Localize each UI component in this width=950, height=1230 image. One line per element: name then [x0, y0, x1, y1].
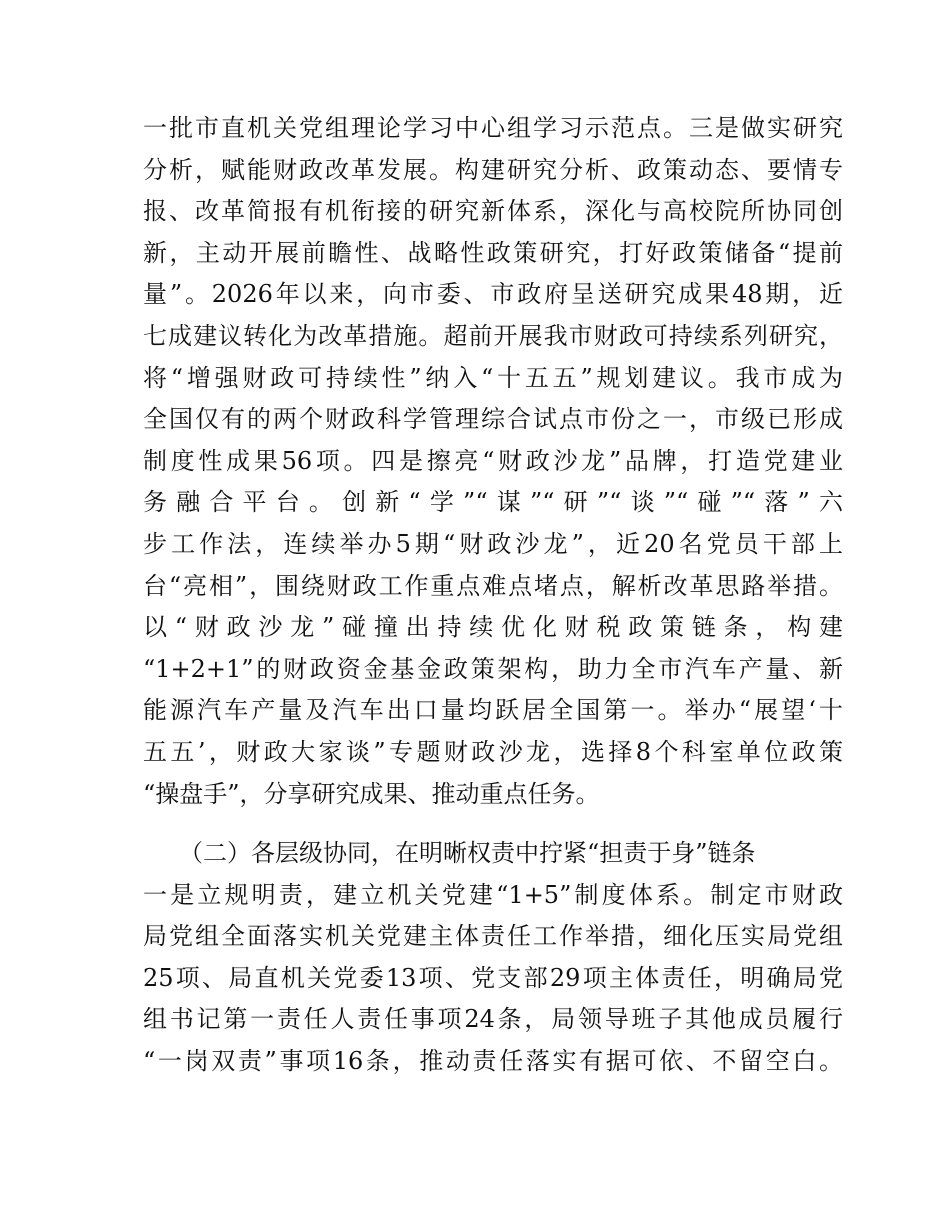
text-line: 将“增强财政可持续性”纳入“十五五”规划建议。我市成为	[143, 363, 843, 392]
text-line: 制度性成果56项。四是擦亮“财政沙龙”品牌，打造党建业	[143, 446, 843, 475]
paragraph-spacer	[143, 815, 843, 833]
paragraph-2	[143, 833, 843, 1083]
text-line: 组书记第一责任人责任事项24条，局领导班子其他成员履行	[143, 1005, 843, 1034]
text-line: “操盘手”，分享研究成果、推动重点任务。	[143, 779, 600, 808]
text-line: 五五’，财政大家谈”专题财政沙龙，选择8个科室单位政策	[143, 737, 843, 766]
text-line: 25项、局直机关党委13项、党支部29项主体责任，明确局党	[143, 963, 843, 992]
text-line: 新，主动开展前瞻性、战略性政策研究，打好政策储备“提前	[143, 238, 843, 267]
text-line: “1+2+1”的财政资金基金政策架构，助力全市汽车产量、新	[143, 654, 843, 683]
text-line: 步工作法，连续举办5期“财政沙龙”，近20名党员干部上	[143, 529, 843, 558]
text-line: 量”。2026年以来，向市委、市政府呈送研究成果48期，近	[143, 280, 843, 309]
text-line: 以“财政沙龙”碰撞出持续优化财税政策链条，构建	[143, 613, 843, 642]
text-line: 能源汽车产量及汽车出口量均跃居全国第一。举办“展望‘十	[143, 696, 843, 725]
text-line: 分析，赋能财政改革发展。构建研究分析、政策动态、要情专	[143, 155, 843, 184]
paragraph-1	[143, 108, 843, 815]
text-line: 台“亮相”，围绕财政工作重点难点堵点，解析改革思路举措。	[143, 571, 843, 600]
text-line: 一是立规明责，建立机关党建“1+5”制度体系。制定市财政	[143, 880, 843, 909]
text-line: 局党组全面落实机关党建主体责任工作举措，细化压实局党组	[143, 922, 843, 951]
text-line: 报、改革简报有机衔接的研究新体系，深化与高校院所协同创	[143, 197, 843, 226]
text-line: 全国仅有的两个财政科学管理综合试点市份之一，市级已形成	[143, 405, 843, 434]
text-line: 务融合平台。创新“学”“谋”“研”“谈”“碰”“落”六	[143, 488, 843, 517]
document-body	[143, 108, 843, 1083]
text-line: 七成建议转化为改革措施。超前开展我市财政可持续系列研究，	[143, 321, 843, 350]
text-line: “一岗双责”事项16条，推动责任落实有据可依、不留空白。	[143, 1047, 843, 1076]
section-heading: （二）各层级协同，在明晰权责中拧紧“担责于身”链条	[179, 839, 756, 868]
text-line: 一批市直机关党组理论学习中心组学习示范点。三是做实研究	[143, 114, 843, 142]
